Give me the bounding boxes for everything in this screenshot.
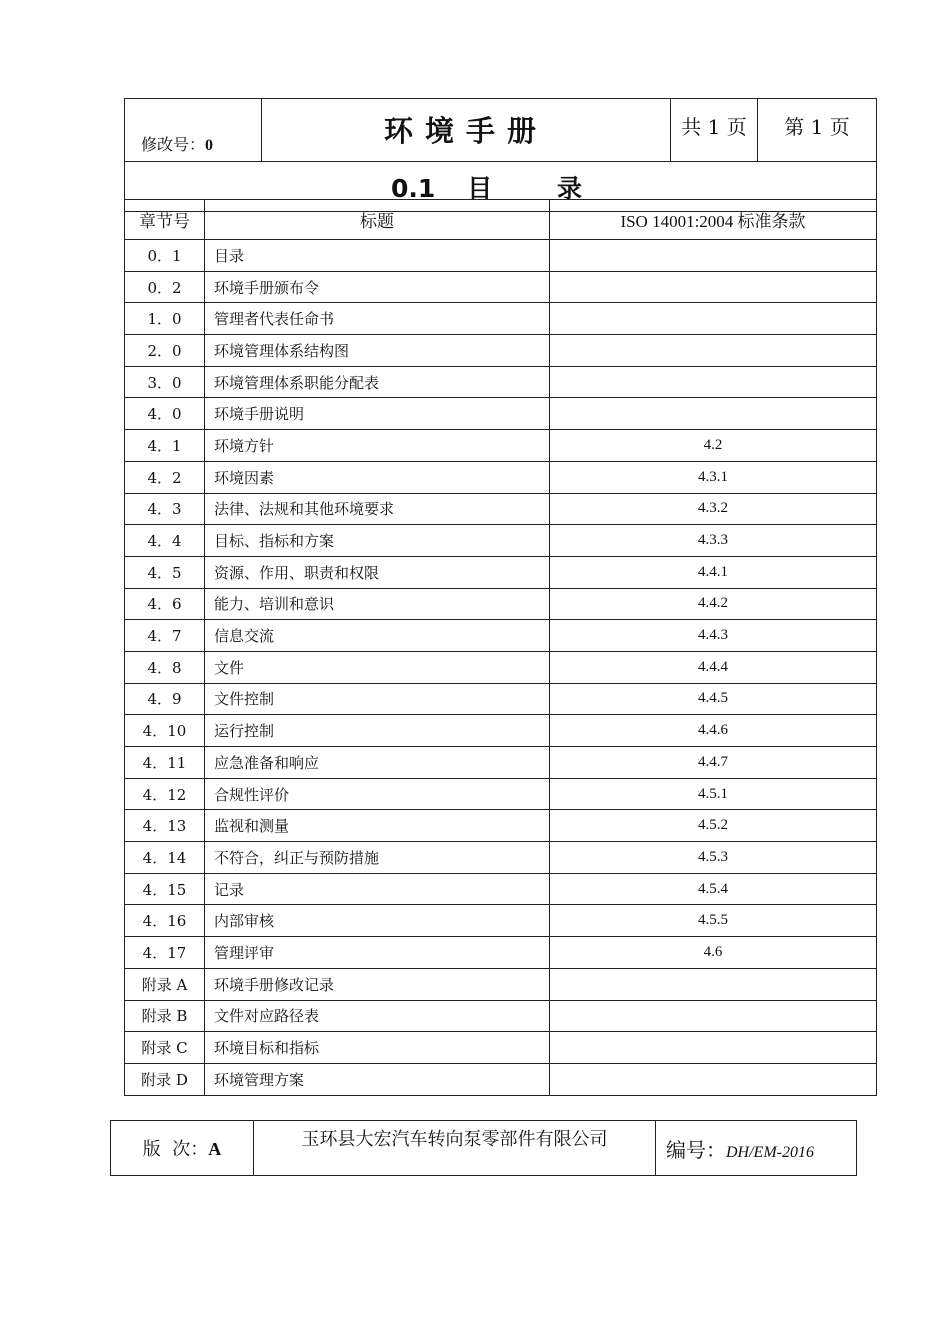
toc-table (124, 199, 877, 1096)
table-row (125, 271, 877, 303)
table-row (125, 778, 877, 810)
table-row (125, 1000, 877, 1032)
title-cell: 文件控制 (205, 683, 550, 715)
title-cell: 文件对应路径表 (205, 1000, 550, 1032)
section-number-cell: 4．3 (125, 493, 205, 525)
table-row (125, 493, 877, 525)
section-number-cell: 2．0 (125, 335, 205, 367)
title-cell: 环境因素 (205, 461, 550, 493)
title-cell: 环境管理体系职能分配表 (205, 366, 550, 398)
section-number-cell: 附录 D (125, 1063, 205, 1095)
title-cell: 管理评审 (205, 937, 550, 969)
toc-header-row (125, 200, 877, 240)
header-table (124, 98, 877, 212)
section-number-cell: 4．8 (125, 651, 205, 683)
section-number-cell: 4．4 (125, 525, 205, 557)
revision-cell (125, 99, 262, 162)
doc-number-cell (656, 1121, 857, 1176)
section-number-cell: 0．1 (125, 240, 205, 272)
title-cell: 文件 (205, 651, 550, 683)
section-number-cell: 3．0 (125, 366, 205, 398)
iso-clause-cell (550, 1063, 877, 1095)
iso-clause-cell: 4.4.4 (550, 651, 877, 683)
section-number-cell: 4．5 (125, 556, 205, 588)
iso-clause-cell: 4.4.6 (550, 715, 877, 747)
title-cell: 环境目标和指标 (205, 1032, 550, 1064)
title-cell: 环境方针 (205, 430, 550, 462)
section-number-cell: 4．16 (125, 905, 205, 937)
version-cell (111, 1121, 254, 1176)
table-row (125, 620, 877, 652)
table-row (125, 968, 877, 1000)
section-number-cell: 0．2 (125, 271, 205, 303)
section-number-cell: 4．15 (125, 873, 205, 905)
section-number-cell: 4．17 (125, 937, 205, 969)
title-cell: 内部审核 (205, 905, 550, 937)
table-row (125, 873, 877, 905)
table-row (125, 1032, 877, 1064)
iso-clause-cell: 4.5.2 (550, 810, 877, 842)
section-number-cell: 附录 A (125, 968, 205, 1000)
iso-clause-cell (550, 303, 877, 335)
iso-clause-cell: 4.4.7 (550, 747, 877, 779)
iso-clause-cell: 4.2 (550, 430, 877, 462)
iso-clause-cell: 4.6 (550, 937, 877, 969)
section-number-cell: 4．13 (125, 810, 205, 842)
version-value: A (208, 1139, 222, 1159)
revision-label: 修改号： (141, 135, 206, 154)
section-title: 目 录 (467, 173, 610, 203)
table-row (125, 398, 877, 430)
section-number-cell: 附录 B (125, 1000, 205, 1032)
iso-clause-cell (550, 1000, 877, 1032)
title-cell: 应急准备和响应 (205, 747, 550, 779)
table-row (125, 430, 877, 462)
section-number-cell: 4．12 (125, 778, 205, 810)
title-cell: 环境管理方案 (205, 1063, 550, 1095)
table-row (125, 683, 877, 715)
table-row (125, 715, 877, 747)
table-row (125, 588, 877, 620)
section-number-cell: 附录 C (125, 1032, 205, 1064)
company-name: 玉环县大宏汽车转向泵零部件有限公司 (254, 1121, 656, 1176)
table-row (125, 335, 877, 367)
doc-number-value: DH/EM-2016 (726, 1143, 814, 1161)
title-cell: 运行控制 (205, 715, 550, 747)
iso-clause-cell: 4.4.2 (550, 588, 877, 620)
revision-value: 0 (205, 137, 214, 154)
iso-clause-cell (550, 968, 877, 1000)
table-row (125, 303, 877, 335)
title-cell: 资源、作用、职责和权限 (205, 556, 550, 588)
title-cell: 监视和测量 (205, 810, 550, 842)
table-row (125, 525, 877, 557)
page-number: 第 1 页 (758, 99, 877, 162)
table-row (125, 366, 877, 398)
section-number: 0.1 (390, 173, 436, 203)
title-cell: 信息交流 (205, 620, 550, 652)
iso-clause-cell: 4.4.1 (550, 556, 877, 588)
title-cell: 环境手册颁布令 (205, 271, 550, 303)
iso-clause-cell: 4.3.3 (550, 525, 877, 557)
title-cell: 目标、指标和方案 (205, 525, 550, 557)
table-row (125, 747, 877, 779)
table-row (125, 937, 877, 969)
section-number-cell: 4．11 (125, 747, 205, 779)
doc-number-label: 编号： (666, 1137, 726, 1162)
section-number-cell: 4．9 (125, 683, 205, 715)
iso-clause-cell (550, 335, 877, 367)
iso-clause-cell (550, 240, 877, 272)
version-label: 版 次： (142, 1139, 209, 1160)
table-row (125, 556, 877, 588)
title-cell: 合规性评价 (205, 778, 550, 810)
title-cell: 环境管理体系结构图 (205, 335, 550, 367)
total-pages: 共 1 页 (671, 99, 758, 162)
table-row (125, 810, 877, 842)
section-number-cell: 4．1 (125, 430, 205, 462)
title-cell: 目录 (205, 240, 550, 272)
table-row (125, 461, 877, 493)
manual-title: 环境手册 (262, 99, 671, 162)
section-number-cell: 4．0 (125, 398, 205, 430)
iso-clause-cell: 4.3.1 (550, 461, 877, 493)
iso-clause-cell: 4.4.3 (550, 620, 877, 652)
iso-clause-cell: 4.4.5 (550, 683, 877, 715)
title-cell: 环境手册说明 (205, 398, 550, 430)
iso-clause-cell (550, 366, 877, 398)
iso-clause-cell: 4.5.5 (550, 905, 877, 937)
iso-clause-cell (550, 271, 877, 303)
table-row (125, 651, 877, 683)
table-row (125, 1063, 877, 1095)
iso-clause-cell: 4.5.4 (550, 873, 877, 905)
iso-clause-cell (550, 398, 877, 430)
table-row (125, 240, 877, 272)
column-header-section: 章节号 (125, 200, 205, 240)
footer-table (110, 1120, 857, 1176)
section-number-cell: 4．14 (125, 842, 205, 874)
iso-clause-cell: 4.5.3 (550, 842, 877, 874)
column-header-iso: ISO 14001:2004 标准条款 (550, 200, 877, 240)
title-cell: 能力、培训和意识 (205, 588, 550, 620)
title-cell: 管理者代表任命书 (205, 303, 550, 335)
title-cell: 法律、法规和其他环境要求 (205, 493, 550, 525)
table-row (125, 905, 877, 937)
section-number-cell: 4．6 (125, 588, 205, 620)
table-row (125, 842, 877, 874)
section-number-cell: 4．7 (125, 620, 205, 652)
section-number-cell: 4．10 (125, 715, 205, 747)
iso-clause-cell: 4.3.2 (550, 493, 877, 525)
iso-clause-cell (550, 1032, 877, 1064)
title-cell: 不符合，纠正与预防措施 (205, 842, 550, 874)
title-cell: 环境手册修改记录 (205, 968, 550, 1000)
column-header-title: 标题 (205, 200, 550, 240)
title-cell: 记录 (205, 873, 550, 905)
section-number-cell: 4．2 (125, 461, 205, 493)
section-number-cell: 1．0 (125, 303, 205, 335)
iso-clause-cell: 4.5.1 (550, 778, 877, 810)
